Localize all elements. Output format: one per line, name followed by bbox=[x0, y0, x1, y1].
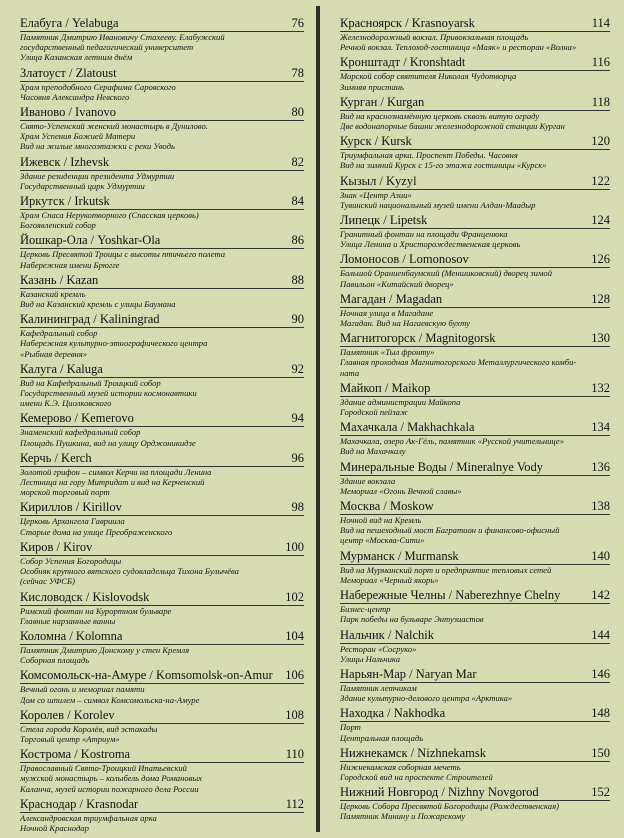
city-name: Магнитогорск / Magnitogorsk bbox=[340, 331, 496, 346]
city-name: Иваново / Ivanovo bbox=[20, 105, 117, 120]
entry-description-line: Собор Успения Богородицы bbox=[20, 555, 122, 566]
toc-entry-heading bbox=[20, 590, 304, 606]
entry-description-line: Вид на краснознамённую церковь сквозь витую ограду bbox=[340, 110, 540, 121]
page-number: 98 bbox=[291, 500, 304, 515]
city-name: Златоуст / Zlatoust bbox=[20, 65, 117, 80]
toc-entry-heading bbox=[20, 66, 304, 82]
entry-description-line: Торговый центр «Атриум» bbox=[20, 733, 120, 744]
entry-description-line: Храм Спаса Нерукотворного (Спасская церковь) bbox=[20, 210, 199, 221]
toc-entry[interactable] bbox=[20, 747, 304, 794]
city-name: Набережные Челны / Naberezhnye Chelny bbox=[340, 588, 561, 603]
city-name: Кострома / Kostroma bbox=[20, 747, 131, 762]
toc-entry[interactable] bbox=[340, 588, 610, 624]
entry-description-line: мужской монастырь – колыбель дома Романовых bbox=[20, 773, 203, 784]
city-name: Йошкар-Ола / Yoshkar-Ola bbox=[20, 233, 161, 248]
entry-description-line: Бизнес-центр bbox=[340, 604, 391, 615]
entry-description-line: Вид на Кафедральный Троицкий собор bbox=[20, 377, 161, 388]
right-column bbox=[318, 16, 610, 836]
toc-entry[interactable] bbox=[20, 668, 304, 704]
toc-entry-heading bbox=[340, 588, 610, 604]
entry-description-line: Мемориал «Огонь Вечной славы» bbox=[340, 485, 462, 496]
city-name: Магадан / Magadan bbox=[340, 291, 443, 306]
toc-entry-heading bbox=[340, 746, 610, 762]
page-number: 128 bbox=[591, 291, 610, 306]
toc-entry[interactable] bbox=[20, 629, 304, 665]
entry-description-line: Городской вид на проспекте Строителей bbox=[340, 771, 493, 782]
entry-description-line: Памятник Дмитрию Донскому у стен Кремля bbox=[20, 644, 190, 655]
page-number: 152 bbox=[591, 785, 610, 800]
toc-entry[interactable] bbox=[340, 746, 610, 782]
page-number: 90 bbox=[291, 312, 304, 327]
entry-description-line: Ночной Краснодар bbox=[20, 822, 89, 833]
entry-description-line: Набережная имени Брюгге bbox=[20, 259, 120, 270]
toc-entry[interactable] bbox=[20, 797, 304, 833]
city-name: Елабуга / Yelabuga bbox=[20, 16, 119, 30]
entry-description-line: центр «Москва-Сити» bbox=[340, 535, 425, 546]
city-name: Калуга / Kaluga bbox=[20, 361, 103, 376]
entry-description-line: Православный Свято-Троицкий Ипатьевский bbox=[20, 763, 187, 774]
entry-description-line: Церковь Архангела Гавриила bbox=[20, 516, 125, 527]
city-name: Махачкала / Makhachkala bbox=[340, 420, 475, 435]
entry-description-line: Зимняя пристань bbox=[340, 81, 404, 92]
city-name: Ломоносов / Lomonosov bbox=[340, 252, 469, 267]
page-number: 114 bbox=[591, 16, 610, 30]
entry-description-line: Казанский кремль bbox=[20, 288, 86, 299]
city-name: Мурманск / Murmansk bbox=[340, 548, 459, 563]
toc-entry-heading bbox=[340, 95, 610, 111]
entry-description-line: Нижнекамская соборная мечеть bbox=[340, 761, 461, 772]
toc-entry[interactable] bbox=[20, 500, 304, 536]
toc-entry-heading bbox=[20, 16, 304, 32]
page-number: 134 bbox=[591, 420, 610, 435]
entry-description-line: Улица Ленина и Христорождественская церковь bbox=[340, 239, 521, 250]
entry-description-line: Памятник Минину и Пожарскому bbox=[340, 811, 466, 822]
page-number: 144 bbox=[591, 627, 610, 642]
city-name: Кызыл / Kyzyl bbox=[340, 173, 417, 188]
page-number: 84 bbox=[291, 194, 304, 209]
toc-entry[interactable] bbox=[340, 292, 610, 328]
entry-description-line: Старые дома на улице Преображенского bbox=[20, 526, 173, 537]
entry-description-line: Золотой грифон – символ Керчи на площади Ленина bbox=[20, 466, 212, 477]
city-name: Находка / Nakhodka bbox=[340, 706, 446, 721]
toc-entry-heading bbox=[20, 233, 304, 249]
page-number: 150 bbox=[591, 745, 610, 760]
toc-entry-heading bbox=[340, 420, 610, 436]
toc-entry[interactable] bbox=[340, 785, 610, 821]
entry-description-line: Морской собор святителя Николая Чудотворца bbox=[340, 71, 517, 82]
entry-description-line: Государственный цирк Удмуртии bbox=[20, 180, 145, 191]
toc-entry[interactable] bbox=[20, 16, 304, 63]
city-name: Комсомольск-на-Амуре / Komsomolsk-on-Amur bbox=[20, 668, 273, 683]
toc-entry-heading bbox=[20, 362, 304, 378]
city-name: Ижевск / Izhevsk bbox=[20, 154, 110, 169]
page-number: 112 bbox=[285, 796, 304, 811]
toc-entry-heading bbox=[340, 174, 610, 190]
toc-entry[interactable] bbox=[340, 213, 610, 249]
toc-entry[interactable] bbox=[20, 233, 304, 269]
entry-description-line: Вид на пешеходный мост Багратион и финансово-офисный bbox=[340, 525, 560, 536]
entry-description-line: Вид на зимний Курск с 15-го этажа гостиницы «Курск» bbox=[340, 160, 547, 171]
city-name: Калининград / Kaliningrad bbox=[20, 312, 160, 327]
city-name: Нижнекамск / Nizhnekamsk bbox=[340, 745, 487, 760]
entry-description-line: Церковь Пресвятой Троицы с высоты птичьего полета bbox=[20, 249, 226, 260]
toc-entry-heading bbox=[20, 273, 304, 289]
page-number: 122 bbox=[591, 173, 610, 188]
page-number: 148 bbox=[591, 706, 610, 721]
page-number: 118 bbox=[591, 94, 610, 109]
toc-entry-heading bbox=[20, 629, 304, 645]
toc-entry[interactable] bbox=[340, 381, 610, 417]
toc-entry-heading bbox=[20, 747, 304, 763]
toc-entry[interactable] bbox=[20, 411, 304, 447]
page-number: 136 bbox=[591, 459, 610, 474]
page-number: 138 bbox=[591, 499, 610, 514]
entry-description-line: Церковь Собора Пресвятой Богородицы (Рождественская) bbox=[340, 801, 559, 812]
toc-entry-heading bbox=[340, 252, 610, 268]
entry-description-line: Ночной вид на Кремль bbox=[340, 515, 422, 526]
toc-entry[interactable] bbox=[340, 95, 610, 131]
entry-description-line: Каланча, музей истории пожарного дела России bbox=[20, 783, 199, 794]
page-number: 100 bbox=[285, 539, 304, 554]
entry-description-line: Улицы Нальчика bbox=[340, 653, 400, 664]
entry-description-line: (сейчас УФСБ) bbox=[20, 576, 75, 587]
toc-entry-heading bbox=[340, 667, 610, 683]
page-number: 142 bbox=[591, 588, 610, 603]
entry-description-line: Две водонапорные башни железнодорожной станции Курган bbox=[340, 121, 565, 132]
entry-description-line: Триумфальная арка. Проспект Победы. Часовня bbox=[340, 150, 518, 161]
entry-description-line: морской торговый порт bbox=[20, 487, 110, 498]
entry-description-line: Вид на Казанский кремль с улицы Баумана bbox=[20, 299, 176, 310]
toc-entry[interactable] bbox=[340, 331, 610, 378]
entry-description-line: Тувинский национальный музей имени Алдан-Маадыр bbox=[340, 199, 536, 210]
toc-entry[interactable] bbox=[340, 252, 610, 288]
entry-description-line: Площадь Пушкина, вид на улицу Орджоникидзе bbox=[20, 437, 196, 448]
toc-entry-heading bbox=[340, 706, 610, 722]
entry-description-line: Вечный огонь и мемориал памяти bbox=[20, 684, 145, 695]
city-name: Керчь / Kerch bbox=[20, 450, 92, 465]
toc-entry[interactable] bbox=[20, 105, 304, 152]
entry-description-line: Парк победы на бульваре Энтузиастов bbox=[340, 614, 484, 625]
city-name: Иркутск / Irkutsk bbox=[20, 194, 110, 209]
city-name: Казань / Kazan bbox=[20, 272, 99, 287]
city-name: Королев / Korolev bbox=[20, 707, 115, 722]
left-column bbox=[20, 16, 304, 836]
toc-entry[interactable] bbox=[340, 55, 610, 91]
toc-entry-heading bbox=[340, 628, 610, 644]
entry-description-line: Ночная улица в Магадане bbox=[340, 307, 434, 318]
toc-entry[interactable] bbox=[340, 460, 610, 496]
page-number: 104 bbox=[285, 628, 304, 643]
city-name: Кемерово / Kemerovo bbox=[20, 411, 134, 426]
city-name: Нижний Новгород / Nizhny Novgorod bbox=[340, 785, 539, 800]
toc-entry-heading bbox=[340, 16, 610, 32]
page-number: 88 bbox=[291, 272, 304, 287]
toc-entry-heading bbox=[340, 499, 610, 515]
page-number: 132 bbox=[591, 380, 610, 395]
entry-description-line: Лестница на гору Митридат и вид на Керченский bbox=[20, 477, 205, 488]
city-name: Минеральные Воды / Mineralnye Vody bbox=[340, 459, 544, 474]
page-number: 78 bbox=[291, 65, 304, 80]
toc-entry-heading bbox=[20, 668, 304, 684]
entry-description-line: Махачкала, озеро Ак-Гёль, памятник «Русской учительнице» bbox=[340, 436, 565, 447]
page-number: 124 bbox=[591, 213, 610, 228]
entry-description-line: имени К.Э. Циолковского bbox=[20, 398, 112, 409]
entry-description-line: Соборная площадь bbox=[20, 655, 90, 666]
entry-description-line: Храм преподобного Серафима Саровского bbox=[20, 81, 176, 92]
toc-entry-heading bbox=[20, 155, 304, 171]
toc-entry[interactable] bbox=[20, 590, 304, 626]
toc-entry-heading bbox=[20, 411, 304, 427]
toc-entry-heading bbox=[20, 194, 304, 210]
city-name: Кириллов / Kirillov bbox=[20, 500, 122, 515]
entry-description-line: Кафедральный собор bbox=[20, 328, 98, 339]
page-number: 102 bbox=[285, 589, 304, 604]
toc-entry-heading bbox=[340, 460, 610, 476]
toc-entry[interactable] bbox=[20, 540, 304, 587]
entry-description-line: Вид на жилые многоэтажки с реки Уводь bbox=[20, 141, 175, 152]
toc-entry[interactable] bbox=[20, 155, 304, 191]
toc-entry-heading bbox=[20, 105, 304, 121]
toc-entry[interactable] bbox=[20, 273, 304, 309]
toc-entry[interactable] bbox=[340, 706, 610, 742]
entry-description-line: Здание резиденции президента Удмуртии bbox=[20, 170, 175, 181]
toc-entry[interactable] bbox=[340, 134, 610, 170]
entry-description-line: «Рыбная деревня» bbox=[20, 348, 88, 359]
city-name: Кисловодск / Kislovodsk bbox=[20, 589, 150, 604]
city-name: Курган / Kurgan bbox=[340, 94, 425, 109]
city-name: Краснодар / Krasnodar bbox=[20, 796, 139, 811]
page-number: 106 bbox=[285, 668, 304, 683]
toc-entry-heading bbox=[340, 331, 610, 347]
toc-entry-heading bbox=[340, 785, 610, 801]
entry-description-line: Улица Казанская летним днём bbox=[20, 52, 133, 63]
city-name: Кронштадт / Kronshtadt bbox=[340, 55, 466, 70]
page-number: 126 bbox=[591, 252, 610, 267]
entry-description-line: ната bbox=[340, 367, 360, 378]
entry-description-line: Здание администрации Майкопа bbox=[340, 396, 461, 407]
entry-description-line: Здание вокзала bbox=[340, 475, 396, 486]
page-number: 76 bbox=[291, 16, 304, 30]
entry-description-line: Мемориал «Черный якорь» bbox=[340, 574, 439, 585]
entry-description-line: Центральная площадь bbox=[340, 732, 424, 743]
toc-entry-heading bbox=[340, 55, 610, 71]
toc-entry-heading bbox=[20, 451, 304, 467]
page-number: 92 bbox=[291, 361, 304, 376]
city-name: Липецк / Lipetsk bbox=[340, 213, 428, 228]
entry-description-line: Набережная культурно-этнографического центра bbox=[20, 338, 208, 349]
page-number: 130 bbox=[591, 331, 610, 346]
entry-description-line: Памятник летчикам bbox=[340, 682, 417, 693]
entry-description-line: Городской пейзаж bbox=[340, 407, 408, 418]
entry-description-line: Речной вокзал. Теплоход-гостиница «Маяк» и ресторан «Волна» bbox=[340, 42, 577, 53]
toc-entry[interactable] bbox=[20, 362, 304, 409]
toc-entry[interactable] bbox=[20, 451, 304, 498]
entry-description-line: Вид на Мурманский порт и предприятие тепловых сетей bbox=[340, 564, 552, 575]
toc-entry-heading bbox=[340, 292, 610, 308]
city-name: Коломна / Kolomna bbox=[20, 628, 123, 643]
page-number: 116 bbox=[591, 55, 610, 70]
entry-description-line: Порт bbox=[340, 722, 361, 733]
page-number: 140 bbox=[591, 548, 610, 563]
toc-entry[interactable] bbox=[20, 708, 304, 744]
entry-description-line: Главная проходная Магнитогорского Металлургического комби- bbox=[340, 357, 577, 368]
toc-entry[interactable] bbox=[20, 194, 304, 230]
contents-columns bbox=[20, 16, 610, 836]
toc-entry[interactable] bbox=[340, 628, 610, 664]
entry-description-line: Главные нарзанные ванны bbox=[20, 615, 116, 626]
city-name: Нарьян-Мар / Naryan Mar bbox=[340, 666, 477, 681]
entry-description-line: Знак «Центр Азии» bbox=[340, 189, 412, 200]
toc-entry-heading bbox=[340, 549, 610, 565]
entry-description-line: Ресторан «Сосруко» bbox=[340, 643, 417, 654]
entry-description-line: Александровская триумфальная арка bbox=[20, 812, 157, 823]
toc-entry-heading bbox=[20, 797, 304, 813]
city-name: Нальчик / Nalchik bbox=[340, 627, 435, 642]
entry-description-line: Павильон «Китайский дворец» bbox=[340, 278, 454, 289]
entry-description-line: Железнодорожный вокзал. Привокзальная площадь bbox=[340, 32, 529, 42]
toc-entry-heading bbox=[340, 381, 610, 397]
toc-entry[interactable] bbox=[340, 667, 610, 703]
entry-description-line: Дом со шпилем – символ Комсомольска-на-Амуре bbox=[20, 694, 200, 705]
toc-entry[interactable] bbox=[340, 549, 610, 585]
entry-description-line: Знаменский кафедральный собор bbox=[20, 427, 141, 438]
entry-description-line: Памятник «Тыл фронту» bbox=[340, 347, 435, 358]
toc-entry-heading bbox=[20, 500, 304, 516]
city-name: Красноярск / Krasnoyarsk bbox=[340, 16, 475, 30]
entry-description-line: Гранитный фонтан на площади Франценюка bbox=[340, 229, 508, 240]
toc-entry-heading bbox=[340, 134, 610, 150]
entry-description-line: Магадан. Вид на Нагаевскую бухту bbox=[340, 318, 470, 329]
page-number: 94 bbox=[291, 411, 304, 426]
toc-entry[interactable] bbox=[340, 499, 610, 546]
entry-description-line: Свято-Успенский женский монастырь в Дуниловo. bbox=[20, 121, 208, 132]
entry-description-line: Богоявленский собор bbox=[20, 220, 96, 231]
city-name: Курск / Kursk bbox=[340, 134, 412, 149]
toc-entry[interactable] bbox=[340, 174, 610, 210]
page-number: 146 bbox=[591, 666, 610, 681]
entry-description-line: Часовня Александра Невского bbox=[20, 91, 130, 102]
page-number: 120 bbox=[591, 134, 610, 149]
page-number: 80 bbox=[291, 105, 304, 120]
entry-description-line: Особняк крупного вятского судовладельца Тихона Булычёва bbox=[20, 566, 239, 577]
entry-description-line: Стела города Королёв, вид эстакады bbox=[20, 723, 158, 734]
entry-description-line: Вид на Махачкалу bbox=[340, 446, 406, 457]
toc-entry-heading bbox=[20, 540, 304, 556]
entry-description-line: Здание культурно-делового центра «Арктика» bbox=[340, 693, 513, 704]
toc-entry-heading bbox=[340, 213, 610, 229]
entry-description-line: Римский фонтан на Курортном бульваре bbox=[20, 605, 172, 616]
city-name: Москва / Moskow bbox=[340, 499, 434, 514]
city-name: Киров / Kirov bbox=[20, 539, 93, 554]
toc-entry-heading bbox=[20, 312, 304, 328]
toc-entry-heading bbox=[20, 708, 304, 724]
column-divider bbox=[316, 6, 320, 832]
toc-entry[interactable] bbox=[340, 16, 610, 52]
entry-description-line: государственный педагогический университет bbox=[20, 42, 194, 53]
page-number: 110 bbox=[285, 747, 304, 762]
page-number: 96 bbox=[291, 450, 304, 465]
entry-description-line: Храм Успения Божией Матери bbox=[20, 131, 136, 142]
page-number: 82 bbox=[291, 154, 304, 169]
toc-entry[interactable] bbox=[20, 66, 304, 102]
toc-entry[interactable] bbox=[340, 420, 610, 456]
page-number: 86 bbox=[291, 233, 304, 248]
entry-description-line: Памятник Дмитрию Ивановичу Стахееву. Елабужский bbox=[20, 32, 225, 42]
page-number: 108 bbox=[285, 707, 304, 722]
city-name: Майкоп / Maikop bbox=[340, 380, 431, 395]
entry-description-line: Государственный музей истории космонавтики bbox=[20, 388, 197, 399]
toc-entry[interactable] bbox=[20, 312, 304, 359]
entry-description-line: Большой Ораниенбаумский (Меншиковский) дворец зимой bbox=[340, 268, 552, 279]
